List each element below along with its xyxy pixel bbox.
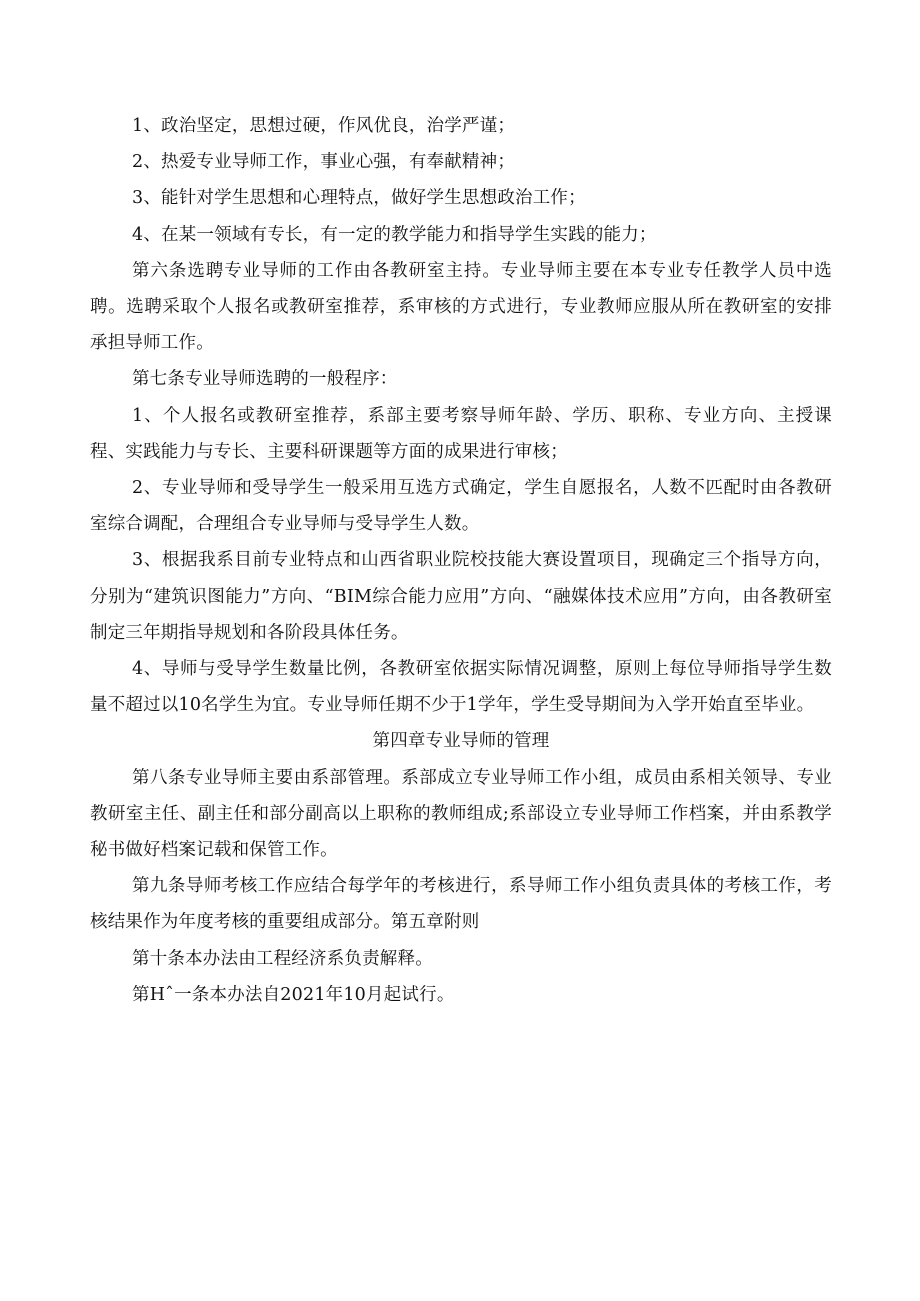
procedure-item-1: 1、个人报名或教研室推荐，系部主要考察导师年龄、学历、职称、专业方向、主授课程、实践能力与专长、主要科研课题等方面的成果进行审核； xyxy=(90,405,832,462)
document-body xyxy=(90,108,832,1013)
procedure-item-3: 3、根据我系目前专业特点和山西省职业院校技能大赛设置项目，现确定三个指导方向，分别为“建筑识图能力”方向、“BIM综合能力应用”方向、“融媒体技术应用”方向，由各教研室制定三年期指导规划和各阶段具体任务。 xyxy=(90,550,832,643)
requirement-item-1: 1、政治坚定，思想过硬，作风优良，治学严谨； xyxy=(132,116,516,136)
requirement-item-3: 3、能针对学生思想和心理特点，做好学生思想政治工作； xyxy=(132,188,586,209)
article-10: 第十条本办法由工程经济系负责解释。 xyxy=(132,948,433,969)
article-9: 第九条导师考核工作应结合每学年的考核进行，系导师工作小组负责具体的考核工作，考核结果作为年度考核的重要组成部分。第五章附则 xyxy=(90,876,832,933)
article-7: 第七条专业导师选聘的一般程序： xyxy=(132,369,398,390)
article-11: 第Hˆ一条本办法自2021年10月起试行。 xyxy=(132,984,455,1005)
procedure-item-4: 4、导师与受导学生数量比例，各教研室依据实际情况调整，原则上每位导师指导学生数量不超过以10名学生为宜。专业导师任期不少于1学年，学生受导期间为入学开始直至毕业。 xyxy=(90,659,832,716)
chapter-heading: 第四章专业导师的管理 xyxy=(372,731,550,752)
article-8: 第八条专业导师主要由系部管理。系部成立专业导师工作小组，成员由系相关领导、专业教研室主任、副主任和部分副高以上职称的教师组成;系部设立专业导师工作档案，并由系教学秘书做好档案记载和保管工作。 xyxy=(90,767,832,861)
requirement-item-2: 2、热爱专业导师工作，事业心强，有奉献精神； xyxy=(132,152,516,173)
article-6: 第六条选聘专业导师的工作由各教研室主持。专业导师主要在本专业专任教学人员中选聘。选聘采取个人报名或教研室推荐，系审核的方式进行，专业教师应服从所在教研室的安排承担导师工作。 xyxy=(90,260,832,354)
requirement-item-4: 4、在某一领域有专长，有一定的教学能力和指导学生实践的能力； xyxy=(132,224,657,245)
procedure-item-2: 2、专业导师和受导学生一般采用互选方式确定，学生自愿报名，人数不匹配时由各教研室综合调配，合理组合专业导师与受导学生人数。 xyxy=(90,478,832,535)
